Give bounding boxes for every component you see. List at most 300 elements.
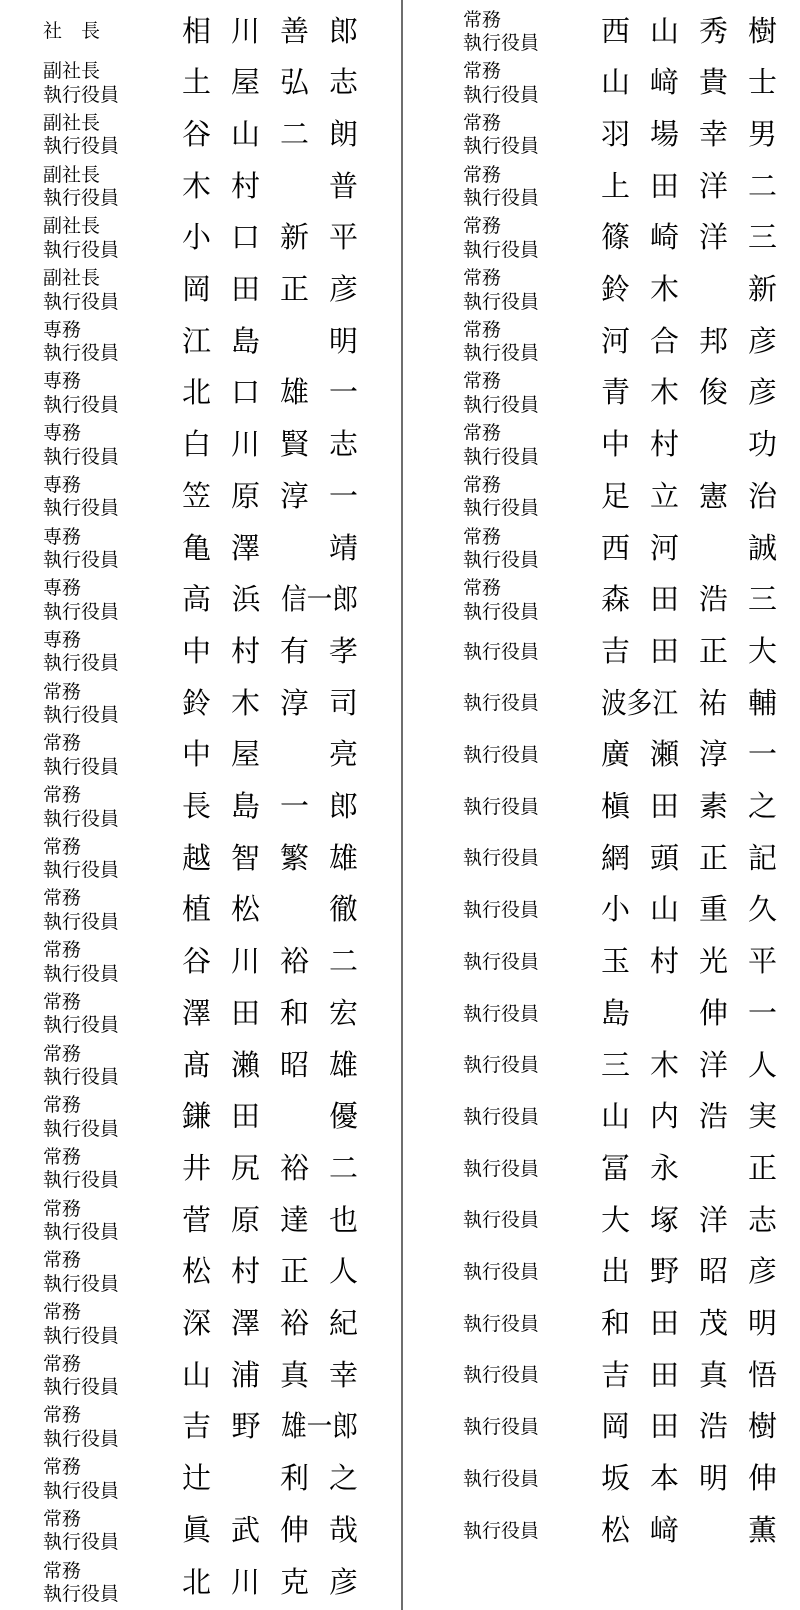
officer-name (601, 586, 777, 615)
name-char: 信一郎 (281, 584, 359, 617)
officer-name (601, 687, 778, 720)
name-char: 幸 (329, 1359, 359, 1392)
name-char: 賢 (280, 429, 310, 462)
name-char: 高 (182, 584, 212, 617)
officer-name (182, 1204, 359, 1237)
officer-row (403, 626, 800, 678)
name-char: 人 (748, 1049, 778, 1082)
name-char: 治 (748, 480, 778, 513)
name-char: 吉 (182, 1411, 212, 1444)
name-char: 正 (699, 635, 729, 668)
name-char: 彦 (748, 325, 778, 358)
name-char: 正 (699, 842, 729, 875)
officer-title: 執行役員 (463, 1520, 540, 1542)
officer-row (403, 213, 800, 265)
name-char: 重 (699, 894, 729, 927)
officer-name (182, 224, 358, 253)
officer-row (403, 1040, 800, 1092)
officer-row (0, 782, 401, 834)
officer-title: 副社長 執行役員 (43, 112, 120, 158)
officer-name (182, 431, 358, 460)
name-char: 田 (650, 635, 680, 668)
officer-name (182, 379, 358, 408)
officer-row (0, 471, 401, 523)
name-char: 二 (280, 118, 310, 151)
name-char: 亀 (182, 532, 212, 565)
name-char: 一 (748, 739, 778, 772)
name-char: 明 (699, 1463, 729, 1496)
name-char: 智 (231, 842, 261, 875)
officer-title: 執行役員 (463, 1106, 540, 1128)
officer-row (403, 1299, 800, 1351)
name-char: 雄 (280, 377, 310, 410)
name-char: 三 (601, 1049, 631, 1082)
officer-row (0, 523, 401, 575)
name-char: 白 (182, 429, 212, 462)
officer-name (601, 1359, 778, 1392)
officer-name (601, 1310, 777, 1339)
name-char: 坂 (601, 1463, 631, 1496)
officer-title: 執行役員 (463, 1365, 540, 1387)
officer-row (0, 368, 401, 420)
name-char: 山 (231, 118, 261, 151)
name-char: 中 (182, 635, 212, 668)
officer-row (0, 1195, 401, 1247)
officer-title: 常務 執行役員 (43, 940, 120, 985)
officer-name (182, 1152, 359, 1185)
name-char: 彦 (329, 274, 359, 306)
officer-name (601, 431, 777, 460)
name-char: 浩 (699, 584, 729, 617)
officer-row (0, 885, 401, 937)
officer-row (0, 575, 401, 627)
officer-name (601, 325, 778, 358)
name-char: 憲 (699, 480, 729, 513)
officer-row (0, 626, 401, 678)
name-char: 和 (601, 1308, 631, 1340)
name-char: 亮 (329, 739, 359, 772)
officer-row (403, 1505, 800, 1557)
name-char: 伸 (280, 1514, 310, 1547)
name-char: 口 (231, 377, 261, 410)
name-char: 真 (699, 1359, 729, 1392)
officer-name (182, 948, 358, 977)
officer-title: 専務 執行役員 (43, 526, 120, 571)
name-char: 俊 (699, 377, 729, 410)
officer-title: 常務 執行役員 (43, 1405, 120, 1450)
name-char: 士 (748, 67, 778, 100)
officer-title: 常務 執行役員 (463, 578, 540, 623)
officer-name (182, 842, 359, 875)
officer-name (601, 1465, 777, 1494)
name-char: 弘 (280, 67, 310, 100)
officer-row (403, 368, 800, 420)
officer-name (601, 1049, 778, 1082)
name-char: 昭 (280, 1049, 310, 1082)
officer-row (403, 1454, 800, 1506)
officer-row (0, 1092, 401, 1144)
name-char: 出 (601, 1256, 631, 1289)
name-char: 網 (601, 842, 631, 875)
officer-row (0, 58, 401, 110)
officer-row (0, 109, 401, 161)
name-char: 山 (650, 15, 680, 48)
officer-name (601, 1103, 777, 1132)
name-char: 二 (329, 946, 359, 979)
officer-title: 社 長 (43, 21, 101, 43)
officer-row (403, 420, 800, 472)
name-char: 植 (182, 894, 212, 927)
name-char: 祐 (698, 687, 728, 720)
officer-title: 常務 執行役員 (43, 1560, 120, 1605)
officer-row (0, 1402, 401, 1454)
officer-name (182, 1413, 358, 1442)
name-char: 西 (601, 532, 631, 565)
officer-row (403, 316, 800, 368)
officer-row (403, 833, 800, 885)
officer-title: 常務 執行役員 (463, 268, 540, 313)
officer-name (182, 480, 359, 513)
officer-row (403, 6, 800, 58)
officer-row (403, 730, 800, 782)
name-char: 繁 (280, 842, 310, 875)
name-char: 田 (650, 1411, 680, 1444)
name-char: 尻 (231, 1152, 261, 1185)
name-char: 記 (748, 842, 778, 875)
name-char: 木 (650, 377, 680, 410)
officer-row (403, 1402, 800, 1454)
name-char: 克 (280, 1566, 310, 1599)
name-char: 雄一郎 (281, 1411, 359, 1444)
officer-title: 専務 執行役員 (43, 371, 120, 416)
officer-title: 常務 執行役員 (463, 164, 540, 210)
officer-name (182, 687, 359, 720)
name-char: 瀬 (650, 739, 680, 772)
officer-title: 執行役員 (463, 796, 540, 818)
officer-name (601, 1413, 777, 1442)
name-char: 波多江 (601, 687, 679, 720)
officer-name (182, 635, 359, 668)
officer-name (182, 1514, 359, 1547)
officer-name (601, 69, 777, 98)
name-char: 吉 (601, 1359, 631, 1392)
name-char: 吉 (601, 635, 631, 668)
name-char: 川 (231, 15, 261, 48)
name-char: 洋 (699, 1049, 729, 1082)
officer-title: 常務 執行役員 (463, 9, 540, 54)
officer-row (0, 6, 401, 58)
name-char: 朗 (329, 118, 359, 151)
name-char: 鈴 (601, 274, 631, 306)
name-char: 木 (231, 687, 261, 720)
officer-name (601, 842, 778, 875)
name-char: 浦 (231, 1359, 261, 1392)
name-char: 永 (650, 1152, 680, 1185)
name-char: 河 (650, 532, 680, 565)
name-char: 山 (182, 1359, 212, 1392)
officer-row (403, 782, 800, 834)
officer-name (601, 532, 778, 565)
officer-name (182, 793, 358, 822)
name-char: 人 (329, 1256, 359, 1289)
officer-title: 専務 執行役員 (43, 474, 120, 520)
officer-title: 執行役員 (463, 1468, 540, 1490)
name-char: 山 (650, 894, 680, 927)
officer-title: 副社長 執行役員 (43, 216, 120, 261)
name-char: 一 (280, 791, 310, 823)
officer-row (403, 1092, 800, 1144)
name-char: 木 (650, 1049, 680, 1082)
name-char: 上 (601, 170, 631, 203)
officer-name (182, 1465, 358, 1494)
name-char: 武 (231, 1514, 261, 1547)
officer-row (403, 1247, 800, 1299)
name-char: 村 (231, 635, 261, 668)
name-char: 昭 (699, 1256, 729, 1289)
officer-name (601, 224, 777, 253)
name-char: 村 (650, 946, 680, 979)
officer-row (0, 213, 401, 265)
name-char: 槇 (601, 791, 631, 823)
name-char: 明 (329, 325, 359, 358)
name-char: 伸 (699, 997, 729, 1030)
name-char: 川 (231, 429, 261, 462)
name-char: 新 (748, 274, 778, 306)
name-char: 森 (601, 584, 631, 617)
name-char: 澤 (231, 1308, 261, 1340)
name-char: 徹 (329, 894, 359, 927)
name-char: 浜 (231, 584, 261, 617)
name-char: 洋 (699, 1204, 729, 1237)
name-char: 貴 (699, 67, 729, 100)
name-char: 哉 (329, 1514, 359, 1547)
officer-name (182, 532, 359, 565)
name-char: 田 (650, 1308, 680, 1340)
name-char: 原 (231, 1204, 261, 1237)
name-char: 屋 (231, 739, 261, 772)
officer-row (0, 730, 401, 782)
officer-row (0, 1040, 401, 1092)
name-char: 邦 (699, 325, 729, 358)
officer-title: 執行役員 (463, 951, 540, 973)
officer-title: 常務 執行役員 (463, 423, 540, 468)
officer-name (601, 379, 777, 408)
name-char: 中 (182, 739, 212, 772)
name-char: 裕 (280, 946, 310, 979)
name-char: 原 (231, 480, 261, 513)
officer-row (0, 678, 401, 730)
officer-title: 執行役員 (463, 1003, 540, 1025)
officer-name (182, 1359, 359, 1392)
officer-row (0, 1299, 401, 1351)
name-char: 伸 (748, 1463, 778, 1496)
name-char: 﨑 (650, 67, 680, 100)
name-char: 善 (280, 15, 310, 48)
name-char: 谷 (182, 946, 212, 979)
name-char: 正 (280, 274, 310, 306)
name-char: 屋 (231, 67, 261, 100)
officer-name (601, 1152, 778, 1185)
officer-name (182, 1258, 358, 1287)
officer-title: 常務 執行役員 (43, 681, 120, 727)
name-char: 浩 (699, 1101, 729, 1134)
name-char: 二 (329, 1152, 359, 1185)
name-char: 羽 (601, 118, 631, 151)
name-char: 澤 (182, 997, 212, 1030)
name-char: 北 (182, 377, 212, 410)
name-char: 田 (650, 584, 680, 617)
officer-row (403, 575, 800, 627)
name-char: 彦 (748, 377, 778, 410)
officer-name (182, 1310, 358, 1339)
name-char: 光 (699, 946, 729, 979)
officer-title: 常務 執行役員 (43, 888, 120, 933)
name-char: 輔 (748, 687, 778, 720)
name-char: 郎 (329, 791, 359, 823)
officer-title: 常務 執行役員 (463, 474, 540, 520)
name-char: 島 (231, 791, 261, 823)
name-char: 野 (650, 1256, 680, 1289)
officer-title: 常務 執行役員 (463, 371, 540, 416)
name-char: 郎 (329, 15, 359, 48)
officer-row (0, 1247, 401, 1299)
name-char: 岡 (601, 1411, 631, 1444)
name-char: 新 (280, 222, 310, 255)
officer-column-right (403, 0, 800, 1610)
name-char: 利 (280, 1463, 310, 1496)
officer-name (182, 15, 359, 48)
officer-title: 執行役員 (463, 1262, 540, 1284)
officer-title: 常務 執行役員 (43, 1508, 120, 1554)
officer-name (601, 170, 778, 203)
name-char: 功 (748, 429, 778, 462)
name-char: 川 (231, 946, 261, 979)
name-char: 山 (601, 67, 631, 100)
officer-title: 常務 執行役員 (43, 1250, 120, 1295)
name-char: 靖 (329, 532, 359, 565)
name-char: 島 (601, 997, 631, 1030)
name-char: 洋 (699, 222, 729, 255)
name-char: 実 (748, 1101, 778, 1134)
name-char: 彦 (329, 1566, 359, 1599)
name-char: 和 (280, 997, 310, 1030)
name-char: 真 (280, 1359, 310, 1392)
name-char: 之 (748, 791, 778, 823)
name-char: 篠 (601, 222, 631, 255)
name-char: 野 (231, 1411, 261, 1444)
officer-row (403, 58, 800, 110)
name-char: 深 (182, 1308, 212, 1340)
officer-row (403, 885, 800, 937)
officer-name (182, 586, 358, 615)
officer-row (0, 937, 401, 989)
name-char: 志 (748, 1204, 778, 1237)
name-char: 有 (280, 635, 310, 668)
officer-name (182, 997, 359, 1030)
officer-row (403, 1195, 800, 1247)
name-char: 田 (231, 997, 261, 1030)
name-char: 立 (650, 480, 680, 513)
name-char: 田 (231, 1101, 261, 1134)
officer-name (601, 1204, 778, 1237)
name-char: 谷 (182, 118, 212, 151)
name-char: 明 (748, 1308, 778, 1340)
officer-title: 専務 執行役員 (43, 319, 120, 365)
name-char: 長 (182, 791, 212, 823)
officer-title: 執行役員 (463, 1055, 540, 1077)
officer-name (601, 997, 778, 1030)
name-char: 淳 (280, 480, 310, 513)
name-char: 田 (650, 1359, 680, 1392)
officer-title: 常務 執行役員 (43, 836, 120, 882)
name-char: 北 (182, 1566, 212, 1599)
officer-name (601, 896, 777, 925)
officer-name (601, 1258, 777, 1287)
name-char: 村 (231, 1256, 261, 1289)
name-char: 内 (650, 1101, 680, 1134)
name-char: 平 (748, 946, 778, 979)
officer-row (0, 1350, 401, 1402)
officer-row (403, 523, 800, 575)
name-char: 一 (329, 480, 359, 513)
name-char: 小 (601, 894, 631, 927)
officer-name (601, 1514, 778, 1547)
name-char: 越 (182, 842, 212, 875)
name-char: 村 (650, 429, 680, 462)
officer-title: 常務 執行役員 (43, 991, 120, 1037)
officer-name (601, 480, 778, 513)
name-char: 秀 (699, 15, 729, 48)
name-char: 岡 (182, 274, 212, 306)
officer-title: 執行役員 (463, 1313, 540, 1335)
name-char: 大 (601, 1204, 631, 1237)
name-char: 松 (231, 894, 261, 927)
officer-title: 常務 執行役員 (43, 1198, 120, 1244)
name-char: 笠 (182, 480, 212, 513)
name-char: 足 (601, 480, 631, 513)
name-char: 正 (280, 1256, 310, 1289)
name-char: 眞 (182, 1514, 212, 1547)
officer-name (182, 325, 359, 358)
name-char: 合 (650, 325, 680, 358)
officer-name (182, 1566, 359, 1599)
officer-row (403, 161, 800, 213)
name-char: 山 (601, 1101, 631, 1134)
name-char: 田 (650, 170, 680, 203)
officer-name (182, 118, 359, 151)
name-char: 鎌 (182, 1101, 212, 1134)
officer-row (403, 678, 800, 730)
name-char: 幸 (699, 118, 729, 151)
officer-title: 執行役員 (463, 848, 540, 870)
officer-name (182, 1103, 358, 1132)
name-char: 一 (748, 997, 778, 1030)
name-char: 小 (182, 222, 212, 255)
officer-title: 専務 執行役員 (43, 578, 120, 623)
officer-name (182, 69, 358, 98)
name-char: 辻 (182, 1463, 212, 1496)
officer-title: 専務 執行役員 (43, 423, 120, 468)
officer-row (0, 1143, 401, 1195)
name-char: 頭 (650, 842, 680, 875)
name-char: 木 (650, 274, 680, 306)
officer-row (0, 316, 401, 368)
name-char: 孝 (329, 635, 359, 668)
name-char: 一 (329, 377, 359, 410)
officer-row (403, 471, 800, 523)
officer-row (403, 988, 800, 1040)
officer-row (0, 265, 401, 317)
